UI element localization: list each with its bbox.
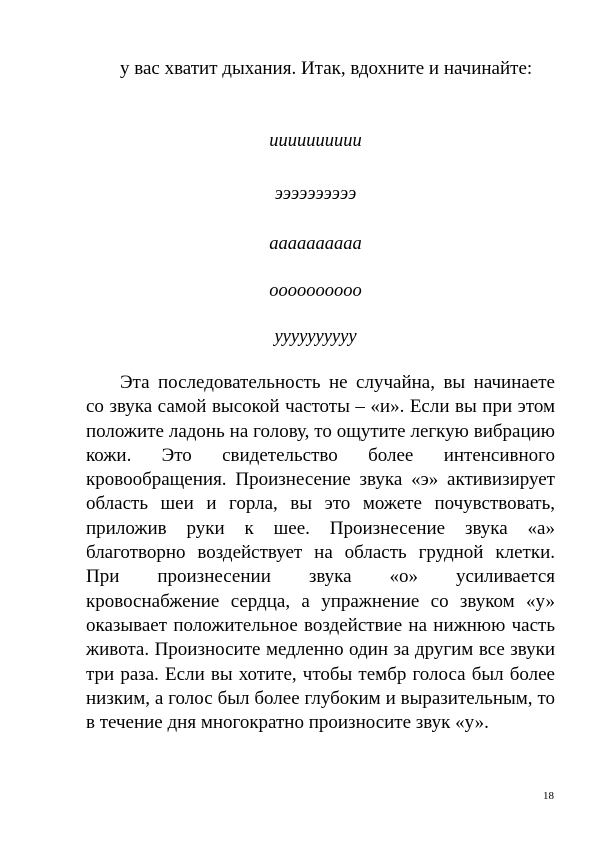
page-number: 18	[543, 790, 554, 802]
sound-line-i: ииииииииии	[269, 131, 362, 151]
sound-line-e: ээээээээээ	[274, 184, 357, 204]
sound-line-a: аааааааааа	[269, 234, 362, 254]
sound-line-o: оооооооооо	[269, 281, 362, 301]
body-paragraph: Эта последовательность не случайна, вы начинаете со звука самой высокой частоты – «и». Если вы при этом положите ладонь на голову, то ощутите легкую вибрацию кожи. Это свидетельство более интенсивного кровообращения. Произнесение звука «э» активизирует область шеи и горла, вы это можете почувствовать, приложив руки к шее. Произнесение звука «а» благотворно воздействует на область грудной клетки. При произнесении звука «о» усиливается кровоснабжение сердца, а упражнение со звуком «у» оказывает положительное воздействие на нижнюю часть живота. Произносите медленно один за другим все звуки три раза. Если вы хотите, чтобы тембр голоса был более низким, а голос был более глубоким и выразительным, то в течение дня многократно произносите звук «у».	[86, 372, 555, 734]
sound-line-u: уууууууууу	[274, 327, 357, 347]
intro-paragraph: у вас хватит дыхания. Итак, вдохните и начинайте:	[120, 58, 533, 79]
